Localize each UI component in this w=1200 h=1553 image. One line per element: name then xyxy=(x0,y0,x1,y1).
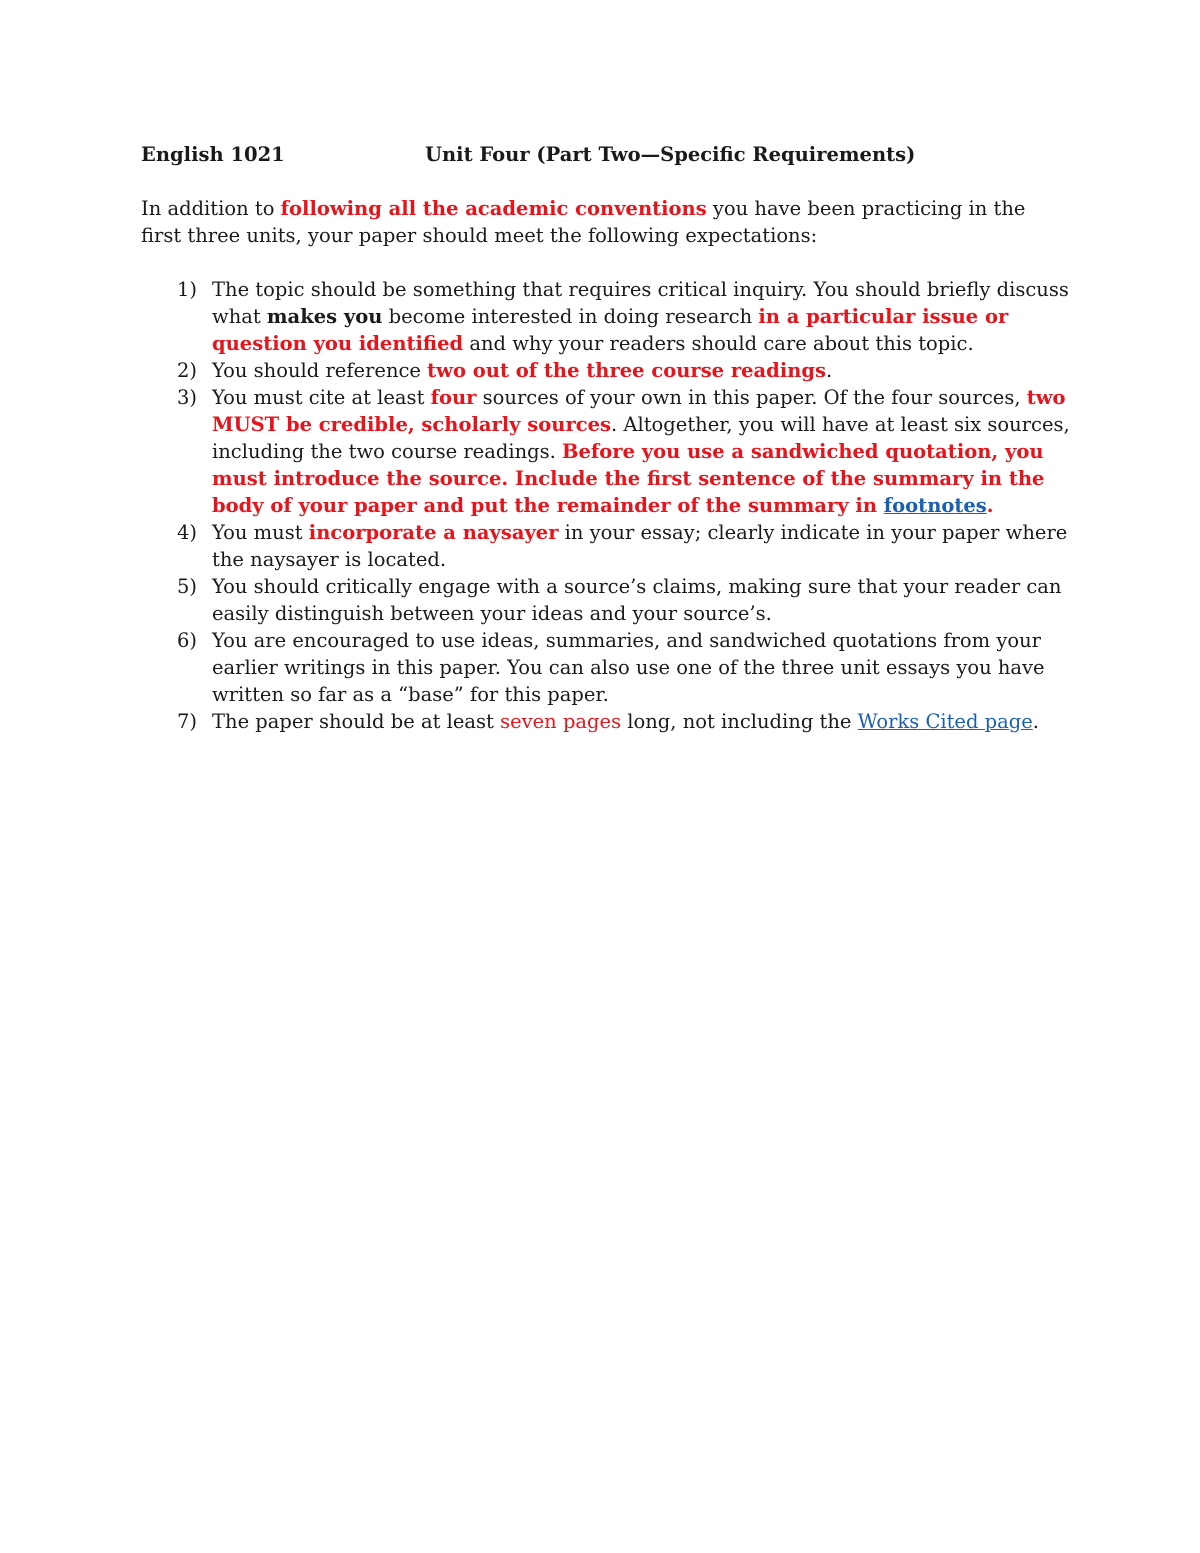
item-number: 4) xyxy=(177,521,198,544)
item-number: 5) xyxy=(177,575,198,598)
item-number: 1) xyxy=(177,278,198,301)
item-number: 2) xyxy=(177,359,198,382)
requirement-item-4 xyxy=(141,519,1071,573)
item-text xyxy=(212,708,1071,735)
text-run: become interested in doing research xyxy=(382,305,759,328)
text-run: . xyxy=(826,359,833,382)
text-run: You should critically engage with a source’s claims, making sure that your reader can easily distinguish between your ideas and your source’s. xyxy=(212,575,1062,625)
emphasis-run: in a particular issue or question you identified xyxy=(212,305,1009,355)
item-text xyxy=(212,573,1071,627)
item-number: 7) xyxy=(177,710,198,733)
requirement-item-7 xyxy=(141,708,1071,735)
item-number: 3) xyxy=(177,386,198,409)
emphasis-run: two out of the three course readings xyxy=(427,359,827,382)
text-run: long, not including the xyxy=(621,710,858,733)
text-run: in your essay; clearly indicate in your paper where the naysayer is located. xyxy=(212,521,1068,571)
emphasis-run: Before you use a sandwiched quotation, you must introduce the source. Include the first sentence of the summary in the body of your paper and put the remainder of the summary in xyxy=(212,440,1045,517)
emphasis-run: incorporate a naysayer xyxy=(308,521,559,544)
emphasis-run: four xyxy=(430,386,477,409)
text-run: . Altogether, you will have at least six sources, including the two course readings. xyxy=(212,413,1070,463)
intro-emphasis: following all the academic conventions xyxy=(280,197,707,220)
item-number: 6) xyxy=(177,629,198,652)
emphasis-run: . xyxy=(986,494,994,517)
requirement-item-1 xyxy=(141,276,1071,357)
requirement-item-3 xyxy=(141,384,1071,519)
document-heading xyxy=(141,141,1071,168)
requirement-item-5 xyxy=(141,573,1071,627)
document-title: Unit Four (Part Two—Specific Requirements) xyxy=(425,143,916,166)
text-run: You are encouraged to use ideas, summaries, and sandwiched quotations from your earlier writings in this paper. You can also use one of the three unit essays you have written so far as a “base” for this paper. xyxy=(212,629,1045,706)
text-run: You must cite at least xyxy=(212,386,431,409)
item-text xyxy=(212,357,1071,384)
text-run: sources of your own in this paper. Of the four sources, xyxy=(476,386,1027,409)
item-text xyxy=(212,276,1071,357)
intro-text: In addition to xyxy=(141,197,281,220)
text-run: You must xyxy=(212,521,309,544)
bold-run: makes you xyxy=(266,305,383,328)
item-text xyxy=(212,519,1071,573)
text-run: The paper should be at least xyxy=(212,710,501,733)
item-text xyxy=(212,627,1071,708)
item-text xyxy=(212,384,1071,519)
document-page xyxy=(141,141,1071,735)
intro-text-end: you have been practicing in the first three units, your paper should meet the following expectations: xyxy=(141,197,1026,247)
emphasis-run: two MUST be credible, scholarly sources xyxy=(212,386,1066,436)
requirements-list xyxy=(141,276,1071,735)
works-cited-link[interactable]: Works Cited page xyxy=(857,710,1033,733)
course-name: English 1021 xyxy=(141,143,285,166)
intro-paragraph xyxy=(141,195,1071,249)
text-run: . xyxy=(1032,710,1039,733)
emphasis-run: seven pages xyxy=(500,710,622,733)
requirement-item-2 xyxy=(141,357,1071,384)
requirement-item-6 xyxy=(141,627,1071,708)
text-run: and why your readers should care about this topic. xyxy=(463,332,974,355)
text-run: The topic should be something that requires critical inquiry. You should briefly discuss what xyxy=(212,278,1069,328)
text-run: You should reference xyxy=(212,359,428,382)
footnotes-link[interactable]: footnotes xyxy=(883,494,987,517)
